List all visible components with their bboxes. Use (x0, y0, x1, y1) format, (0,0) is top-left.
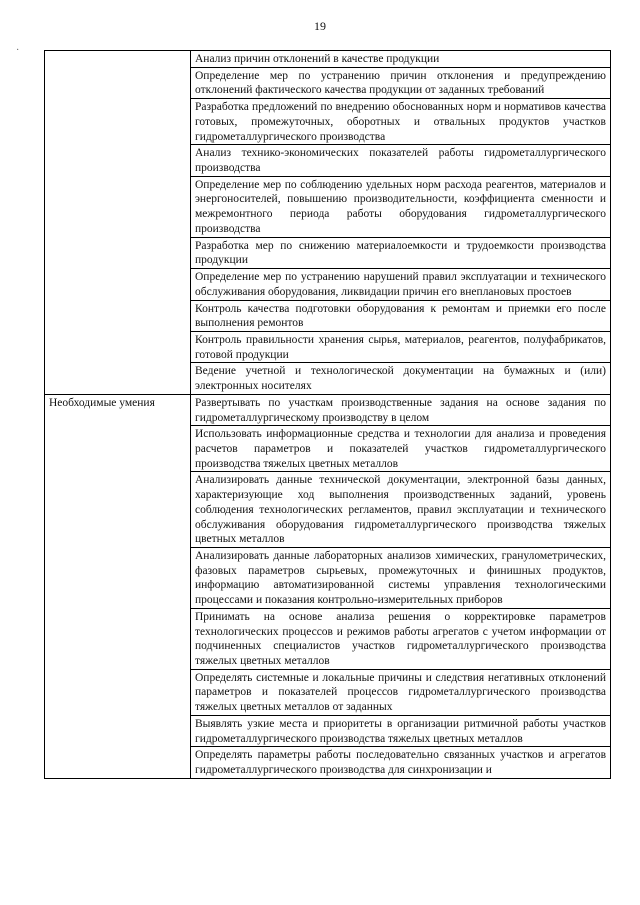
table-cell: Анализ технико-экономических показателей работы гидрометаллургического производства (191, 145, 611, 176)
table-row (45, 51, 611, 68)
table-cell: Разработка мер по снижению материалоемкости и трудоемкости производства продукции (191, 237, 611, 268)
table-cell: Выявлять узкие места и приоритеты в организации ритмичной работы участков гидрометаллургического производства тяжелых цветных металлов (191, 715, 611, 746)
table-cell: Анализировать данные технической документации, электронной базы данных, характеризующие ход выполнения производственных заданий, уровень соблюдения технологических регламентов, правил эксплуатации и технического обслуживания оборудования гидрометаллургического производства тяжелых цветных металлов (191, 472, 611, 548)
table-cell: Определение мер по соблюдению удельных норм расхода реагентов, материалов и энергоносителей, повышению производительности, коэффициента сменности и межремонтного периода работы оборудования гидрометаллургического производства (191, 176, 611, 237)
table-cell: Анализ причин отклонений в качестве продукции (191, 51, 611, 68)
requirements-table (44, 50, 611, 779)
table-cell: Определение мер по устранению нарушений правил эксплуатации и технического обслуживания оборудования, ликвидации причин его внеплановых простоев (191, 269, 611, 300)
table-cell: Определять параметры работы последовательно связанных участков и агрегатов гидрометаллургического производства для синхронизации и (191, 747, 611, 778)
margin-mark: · (16, 45, 20, 56)
table-cell: Ведение учетной и технологической документации на бумажных и (или) электронных носителях (191, 363, 611, 394)
table-cell: Контроль качества подготовки оборудования к ремонтам и приемки его после выполнения ремонтов (191, 300, 611, 331)
table-cell: Анализировать данные лабораторных анализов химических, гранулометрических, фазовых параметров сырьевых, промежуточных и финишных продуктов, информацию автоматизированной системы управления технологическими процессами и показания контрольно-измерительных приборов (191, 548, 611, 609)
table-cell: Определять системные и локальные причины и следствия негативных отклонений параметров и показателей процессов гидрометаллургического производства тяжелых цветных металлов от заданных (191, 669, 611, 715)
table-cell: Определение мер по устранению причин отклонения и предупреждению отклонений фактического качества продукции от заданных требований (191, 67, 611, 98)
table-row (45, 394, 611, 425)
section-label-skills: Необходимые умения (45, 394, 191, 778)
table-cell: Контроль правильности хранения сырья, материалов, реагентов, полуфабрикатов, готовой продукции (191, 331, 611, 362)
table-cell: Развертывать по участкам производственные задания на основе задания по гидрометаллургическому производству в целом (191, 394, 611, 425)
table-cell: Разработка предложений по внедрению обоснованных норм и нормативов качества готовых, промежуточных, оборотных и отвальных продуктов участков гидрометаллургического производства (191, 99, 611, 145)
table-cell: Принимать на основе анализа решения о корректировке параметров технологических процессов и режимов работы агрегатов с учетом информации от подчиненных специалистов участков гидрометаллургического производства тяжелых цветных металлов (191, 608, 611, 669)
table-cell: Использовать информационные средства и технологии для анализа и проведения расчетов параметров и показателей участков гидрометаллургического производства тяжелых цветных металлов (191, 426, 611, 472)
section-cell-knowledge (45, 51, 191, 395)
page-number: 19 (314, 19, 326, 33)
